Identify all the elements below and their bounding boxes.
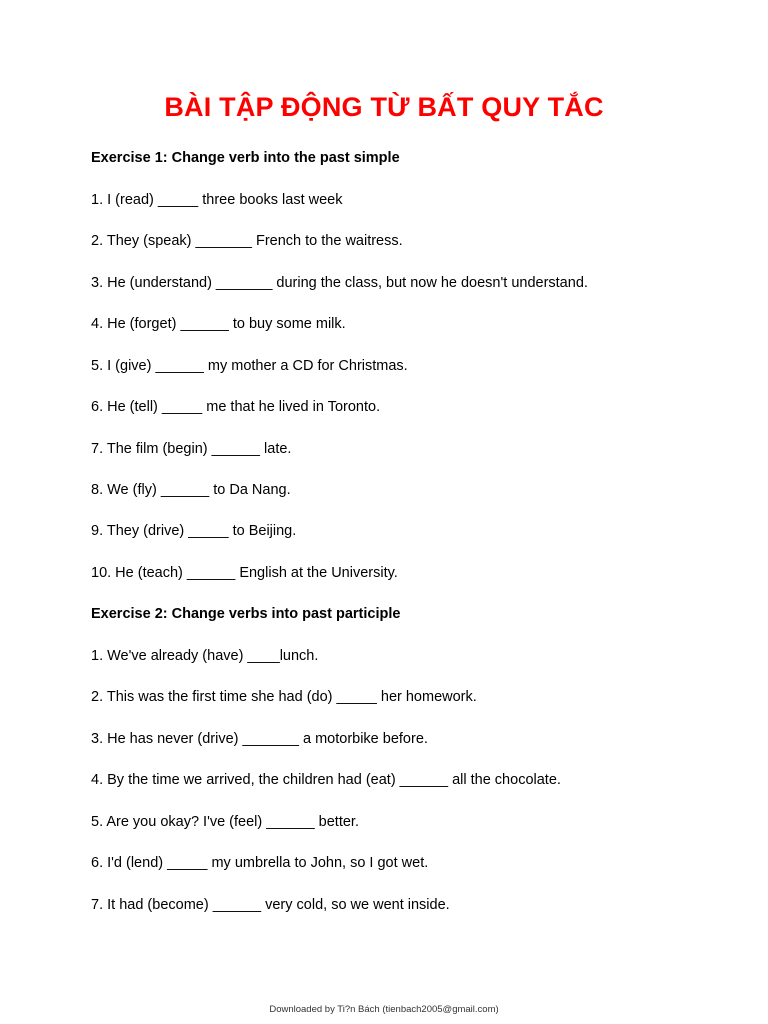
exercise-1-item-3: 3. He (understand) _______ during the class, but now he doesn't understand. <box>91 275 588 291</box>
exercise-2-item-2: 2. This was the first time she had (do) _____ her homework. <box>91 689 477 705</box>
exercise-1-item-1: 1. I (read) _____ three books last week <box>91 192 343 208</box>
exercise-1-item-10: 10. He (teach) ______ English at the University. <box>91 565 398 581</box>
exercise-1-item-5: 5. I (give) ______ my mother a CD for Christmas. <box>91 358 408 374</box>
exercise-2-item-4: 4. By the time we arrived, the children had (eat) ______ all the chocolate. <box>91 772 561 788</box>
exercise-1-item-4: 4. He (forget) ______ to buy some milk. <box>91 316 346 332</box>
exercise-2-item-1: 1. We've already (have) ____lunch. <box>91 648 319 664</box>
page-title: BÀI TẬP ĐỘNG TỪ BẤT QUY TẮC <box>164 92 604 122</box>
exercise-1-item-7: 7. The film (begin) ______ late. <box>91 441 292 457</box>
exercise-2-item-5: 5. Are you okay? I've (feel) ______ better. <box>91 814 359 830</box>
exercise-1-item-2: 2. They (speak) _______ French to the waitress. <box>91 233 403 249</box>
exercise-1-item-6: 6. He (tell) _____ me that he lived in Toronto. <box>91 399 381 415</box>
download-footer: Downloaded by Ti?n Bách (tienbach2005@gmail.com) <box>269 1004 499 1015</box>
exercise-2-heading: Exercise 2: Change verbs into past participle <box>91 606 401 622</box>
exercise-2-item-3: 3. He has never (drive) _______ a motorbike before. <box>91 731 428 747</box>
exercise-1-item-9: 9. They (drive) _____ to Beijing. <box>91 523 297 539</box>
exercise-1-item-8: 8. We (fly) ______ to Da Nang. <box>91 482 291 498</box>
exercise-2-item-7: 7. It had (become) ______ very cold, so we went inside. <box>91 897 450 913</box>
exercise-2-item-6: 6. I'd (lend) _____ my umbrella to John, so I got wet. <box>91 855 429 871</box>
exercise-1-heading: Exercise 1: Change verb into the past simple <box>91 150 400 166</box>
